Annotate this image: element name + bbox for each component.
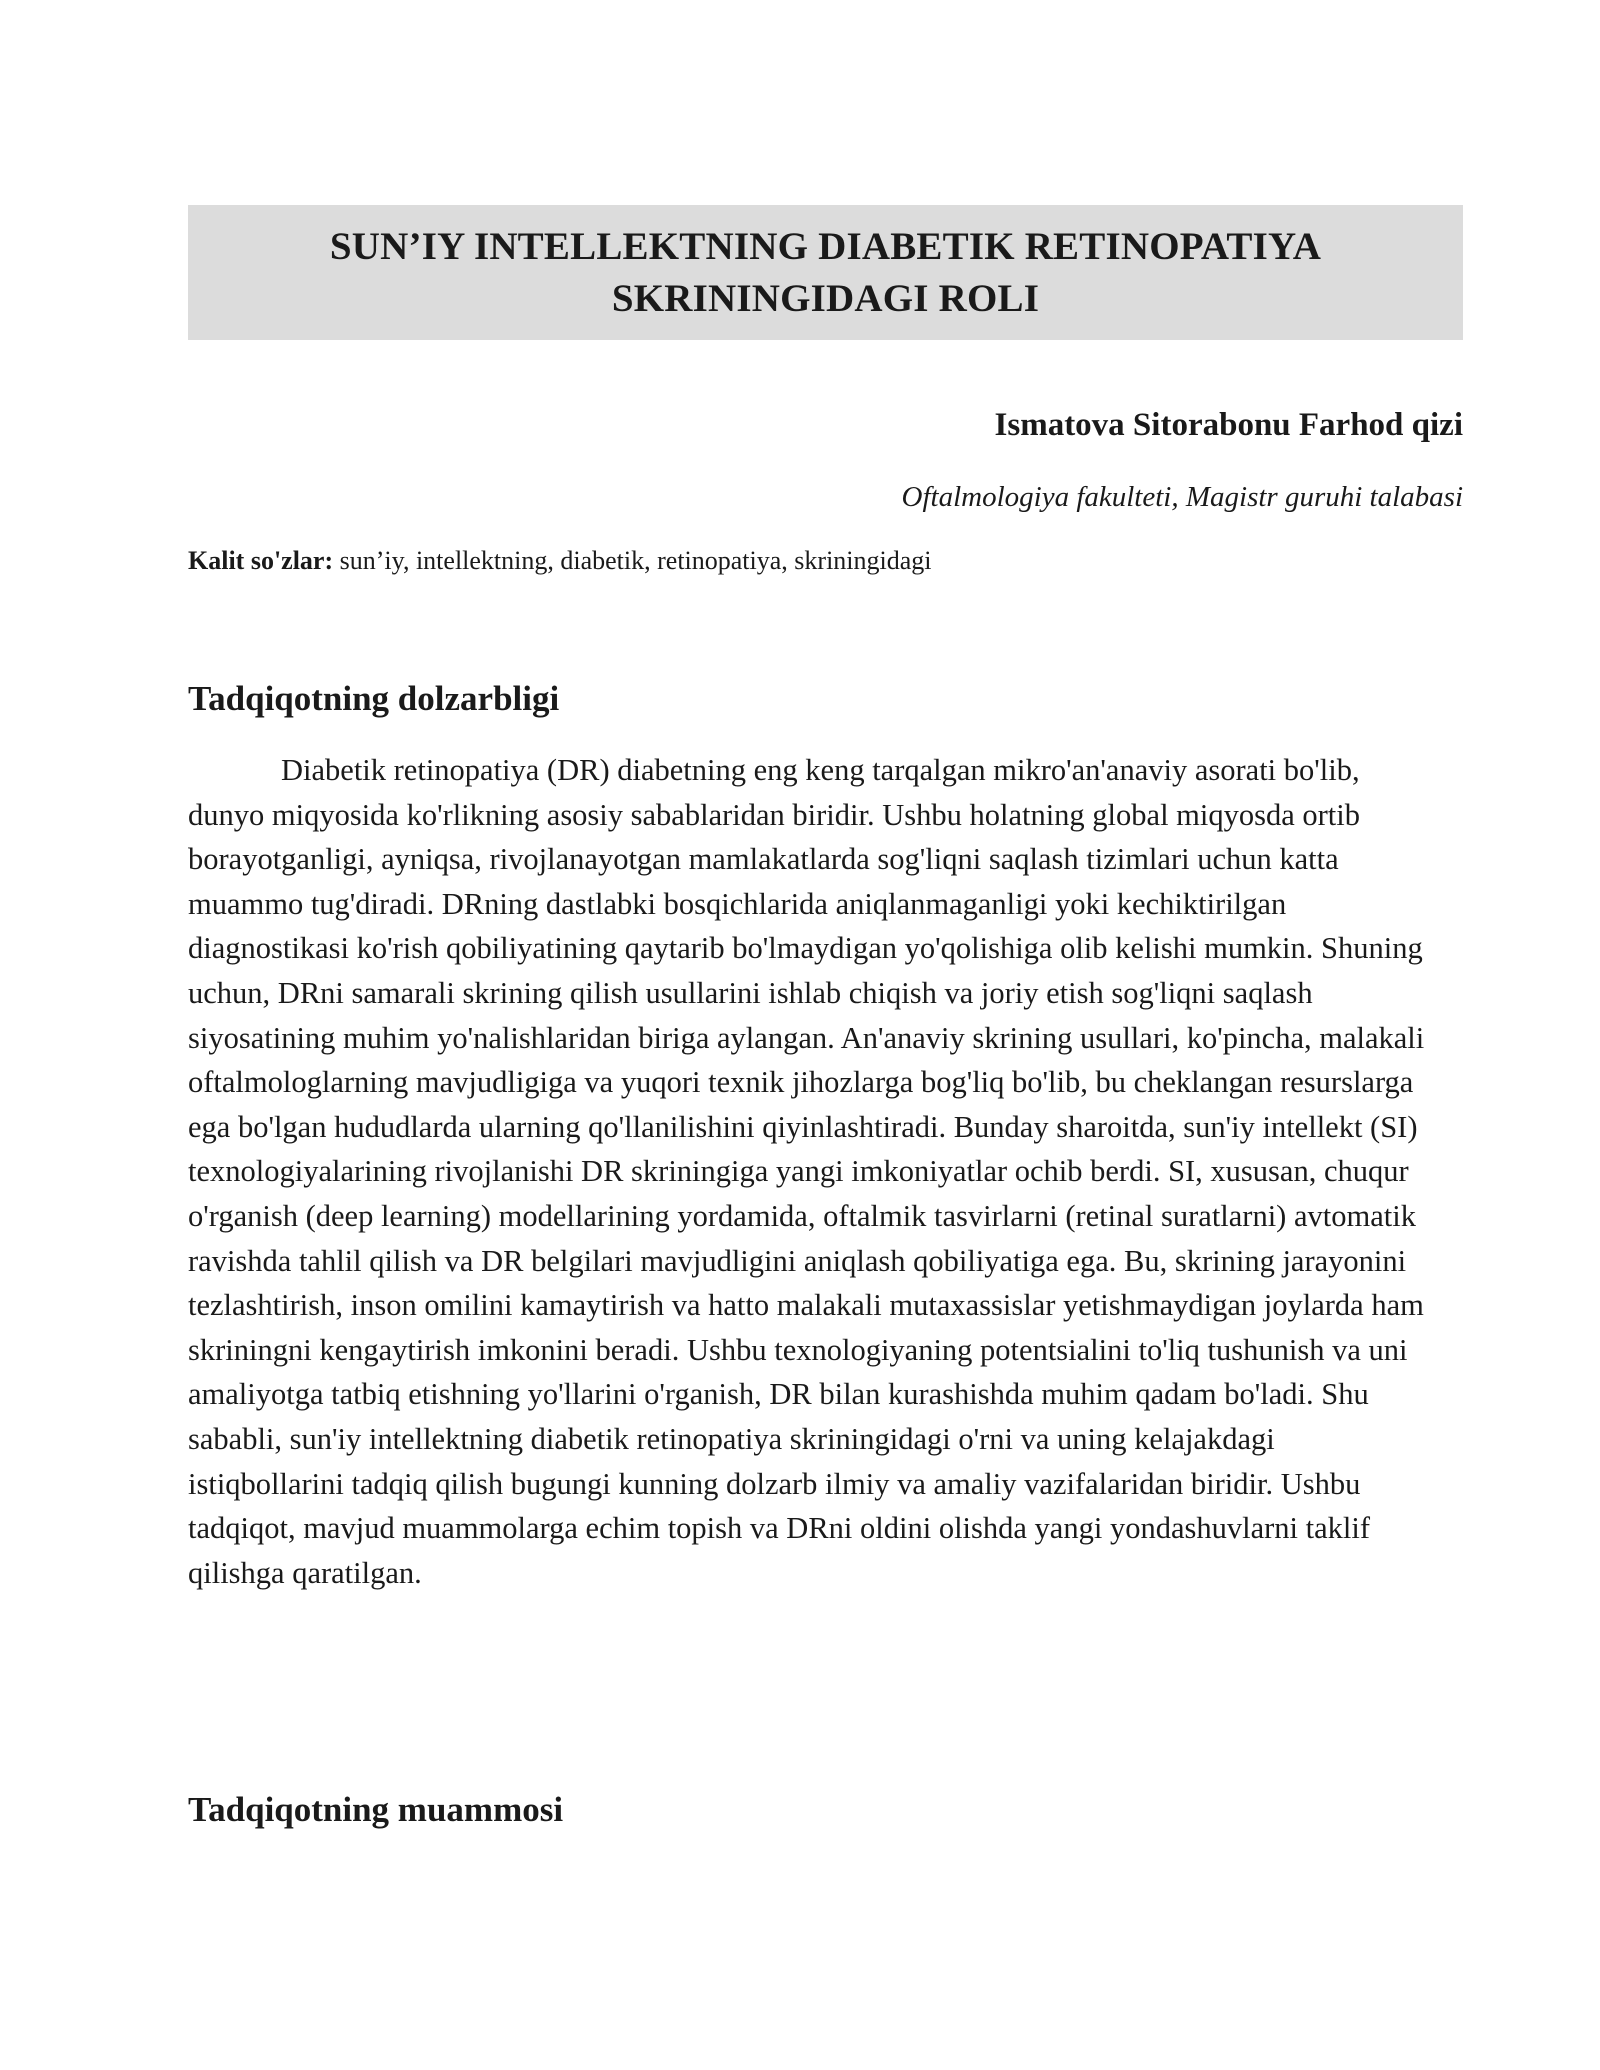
section-heading-problem: Tadqiqotning muammosi bbox=[188, 1790, 564, 1829]
section-heading-relevance: Tadqiqotning dolzarbligi bbox=[188, 679, 560, 718]
keywords-label: Kalit so'zlar: bbox=[188, 546, 334, 575]
section-paragraph-relevance: Diabetik retinopatiya (DR) diabetning eng keng tarqalgan mikro'an'anaviy asorati bo'lib, dunyo miqyosida ko'rlikning asosiy sabablaridan biridir. Ushbu holatning global miqyosda ortib borayotganligi, ayniqsa, rivojlanayotgan mamlakatlarda sog'liqni saqlash tizimlari uchun katta muammo tug'diradi. DRning dastlabki bosqichlarida aniqlanmaganligi yoki kechiktirilgan diagnostikasi ko'rish qobiliyatining qaytarib bo'lmaydigan yo'qolishiga olib kelishi mumkin. Shuning uchun, DRni samarali skrining qilish usullarini ishlab chiqish va joriy etish sog'liqni saqlash siyosatining muhim yo'nalishlaridan biriga aylangan. An'anaviy skrining usullari, ko'pincha, malakali oftalmologlarning mavjudligiga va yuqori texnik jihozlarga bog'liq bo'lib, bu cheklangan resurslarga ega bo'lgan hududlarda ularning qo'llanilishini qiyinlashtiradi. Bunday sharoitda, sun'iy intellekt (SI) texnologiyalarining rivojlanishi DR skriningiga yangi imkoniyatlar ochib berdi. SI, xususan, chuqur o'rganish (deep learning) modellarining yordamida, oftalmik tasvirlarni (retinal suratlarni) avtomatik ravishda tahlil qilish va DR belgilari mavjudligini aniqlash qobiliyatiga ega. Bu, skrining jarayonini tezlashtirish, inson omilini kamaytirish va hatto malakali mutaxassislar yetishmaydigan joylarda ham skriningni kengaytirish imkonini beradi. Ushbu texnologiyaning potentsialini to'liq tushunish va uni amaliyotga tatbiq etishning yo'llarini o'rganish, DR bilan kurashishda muhim qadam bo'ladi. Shu sababli, sun'iy intellektning diabetik retinopatiya skriningidagi o'rni va uning kelajakdagi istiqbollarini tadqiq qilish bugungi kunning dolzarb ilmiy va amaliy vazifalaridan biridir. Ushbu tadqiqot, mavjud muammolarga echim topish va DRni oldini olishda yangi yondashuvlarni taklif qilishga qaratilgan. bbox=[188, 753, 1425, 1590]
author-name: Ismatova Sitorabonu Farhod qizi bbox=[994, 407, 1463, 443]
document-title-line-1: SUN’IY INTELLEKTNING DIABETIK RETINOPATIYA bbox=[329, 224, 1322, 268]
keywords-line bbox=[188, 543, 932, 579]
author-affiliation: Oftalmologiya fakulteti, Magistr guruhi talabasi bbox=[901, 481, 1463, 513]
keywords-value: sun’iy, intellektning, diabetik, retinopatiya, skriningidagi bbox=[333, 546, 932, 575]
title-banner bbox=[188, 205, 1463, 340]
document-title-line-2: SKRININGIDAGI ROLI bbox=[611, 276, 1040, 320]
